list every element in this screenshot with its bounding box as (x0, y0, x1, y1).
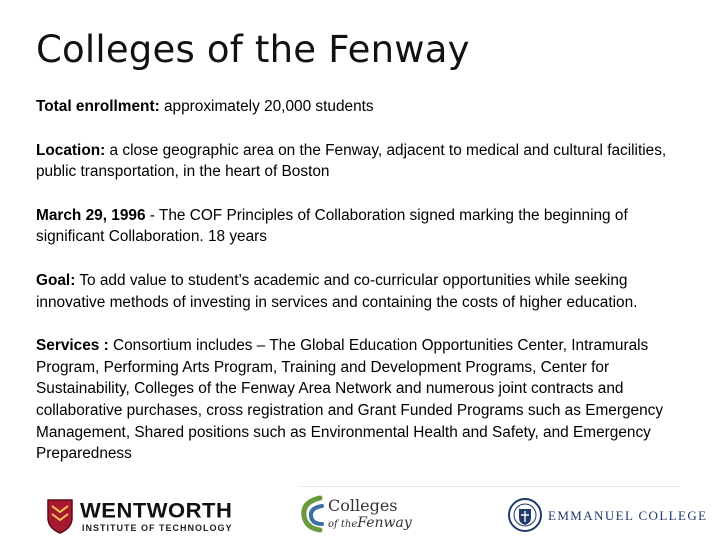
history-paragraph (36, 205, 676, 248)
cof-swirl-icon (300, 494, 326, 534)
slide-body (36, 96, 676, 487)
emmanuel-seal-icon (508, 496, 542, 534)
divider (300, 486, 680, 487)
cof-line2 (328, 515, 412, 531)
paragraph-text: a close geographic area on the Fenway, adjacent to medical and cultural facilities, public transportation, in the heart of Boston (36, 141, 667, 181)
wentworth-shield-icon (46, 498, 74, 534)
paragraph-label: Location: (36, 141, 106, 159)
location-paragraph (36, 140, 676, 183)
paragraph-text: approximately 20,000 students (159, 98, 374, 115)
paragraph-label: Total enrollment: (36, 98, 160, 115)
cof-line1: Colleges (328, 496, 398, 515)
wentworth-subtitle: INSTITUTE OF TECHNOLOGY (82, 523, 233, 533)
wentworth-name: WENTWORTH (80, 498, 233, 523)
paragraph-text: - The COF Principles of Collaboration signed marking the beginning of significant Collaboration. 18 years (36, 206, 628, 246)
goal-paragraph (36, 270, 676, 313)
paragraph-text: To add value to student’s academic and co-curricular opportunities while seeking innovative methods of investing in services and containing the costs of higher education. (36, 271, 638, 311)
emmanuel-name: EMMANUEL COLLEGE (548, 508, 708, 523)
logo-bar (0, 484, 720, 540)
paragraph-text: Consortium includes – The Global Education Opportunities Center, Intramurals Program, Performing Arts Program, Training and Development Programs, Center for Sustainability, Colleges of the Fenway Area Network and numerous joint contracts and collaborative purchases, cross registration and Grant Funded Programs such as Emergency Management, Shared positions such as Environmental Health and Safety, and Emergency Preparedness (36, 337, 664, 463)
cof-of-the: of the (328, 519, 358, 530)
paragraph-label: March 29, 1996 (36, 206, 146, 224)
enrollment-paragraph (36, 96, 676, 118)
services-paragraph (36, 335, 676, 465)
paragraph-label: Goal: (36, 271, 76, 289)
cof-fenway: Fenway (357, 515, 412, 531)
page-title: Colleges of the Fenway (36, 28, 470, 71)
paragraph-label: Services : (36, 337, 109, 355)
